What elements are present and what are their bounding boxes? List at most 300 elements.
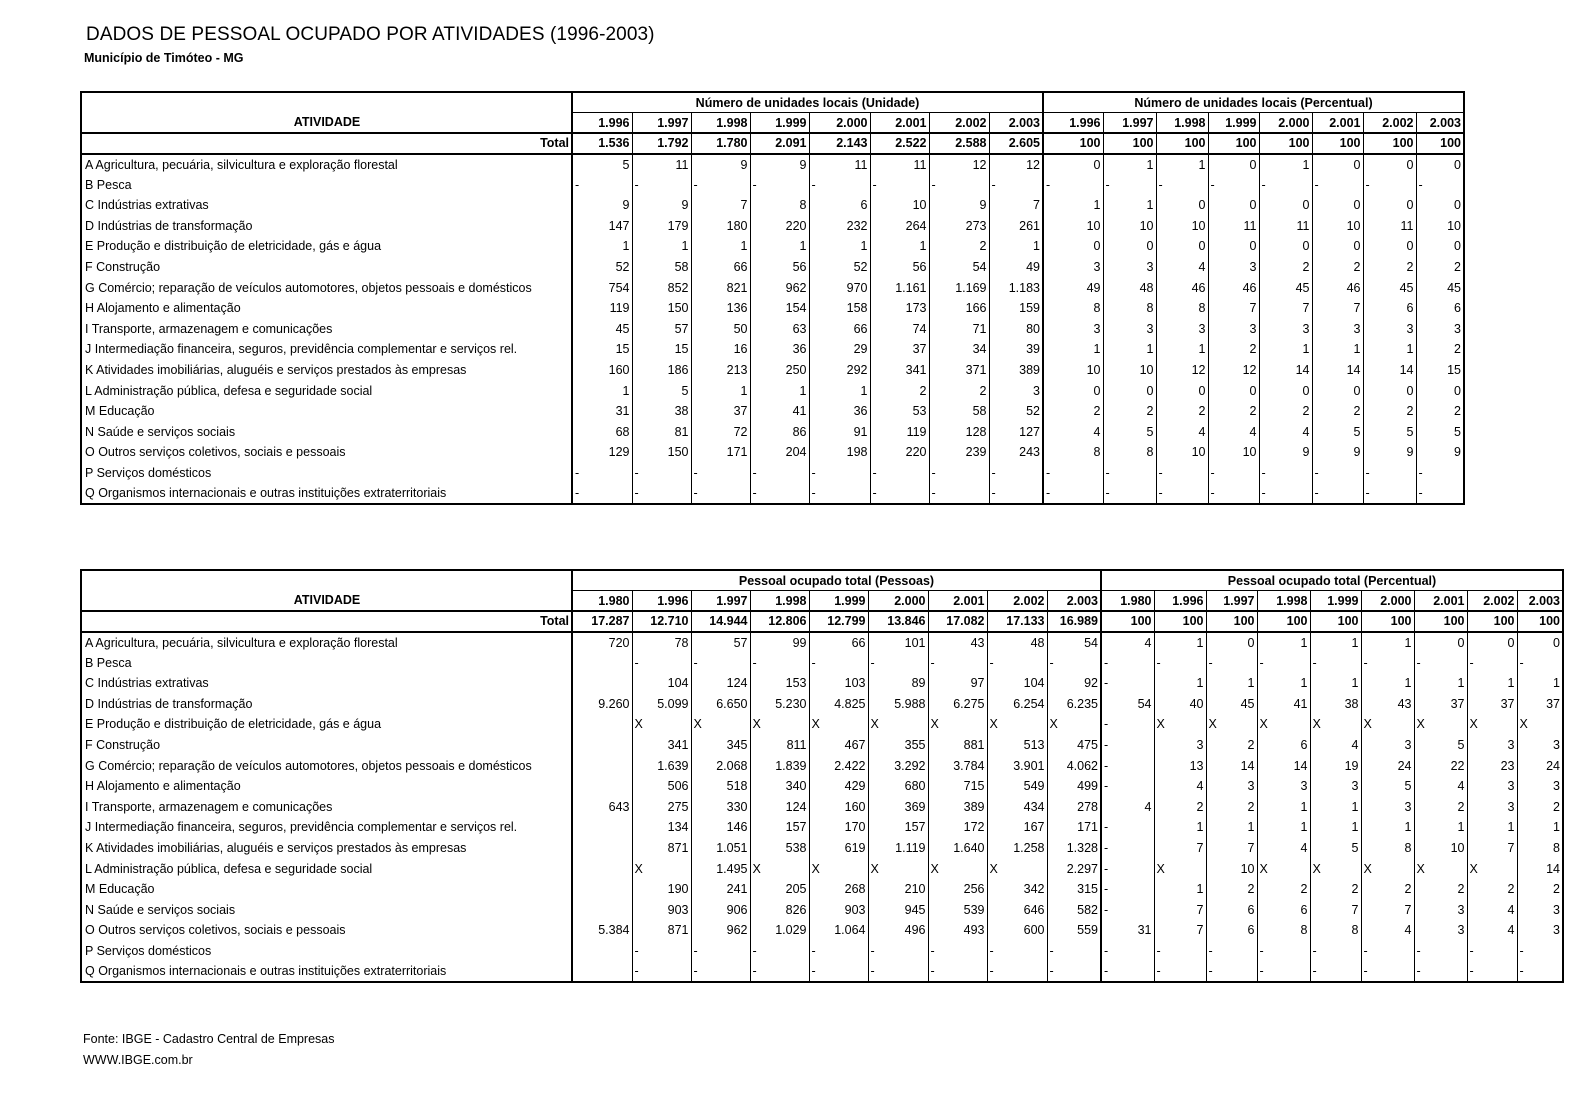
- count-value: -: [750, 174, 809, 195]
- count-value: [572, 941, 632, 962]
- table-row: [81, 920, 1563, 941]
- pct-value: 3: [1416, 319, 1464, 340]
- count-value: -: [750, 652, 809, 673]
- pct-value: 2: [1208, 339, 1259, 360]
- count-value: [572, 776, 632, 797]
- pct-value: -: [1257, 941, 1310, 962]
- count-value: X: [928, 858, 987, 879]
- count-value: -: [868, 941, 928, 962]
- count-value: 12: [989, 154, 1043, 175]
- count-value: 158: [809, 298, 870, 319]
- count-value: -: [928, 941, 987, 962]
- pct-value: 0: [1208, 195, 1259, 216]
- pct-value: 1: [1154, 632, 1206, 653]
- pct-value: 2: [1414, 797, 1467, 818]
- pct-value: -: [1101, 838, 1154, 859]
- pct-value: 54: [1101, 694, 1154, 715]
- pct-value: 46: [1312, 277, 1363, 298]
- pct-value: -: [1310, 652, 1361, 673]
- count-value: 429: [809, 776, 868, 797]
- table-row: [81, 776, 1563, 797]
- count-value: 582: [1047, 900, 1101, 921]
- pct-value: 0: [1416, 236, 1464, 257]
- pct-value: -: [1103, 174, 1156, 195]
- pct-value: -: [1103, 463, 1156, 484]
- count-value: 9: [929, 195, 989, 216]
- count-value: 198: [809, 442, 870, 463]
- count-value: -: [572, 174, 632, 195]
- activity-label: B Pesca: [81, 174, 572, 195]
- count-value: 136: [691, 298, 750, 319]
- pct-value: 2: [1206, 735, 1257, 756]
- count-value: 1.640: [928, 838, 987, 859]
- pct-value: 0: [1208, 236, 1259, 257]
- count-value: 241: [691, 879, 750, 900]
- pct-value: -: [1101, 961, 1154, 982]
- total-pct: 100: [1154, 611, 1206, 632]
- pct-value: 0: [1517, 632, 1563, 653]
- column-header-atividade: ATIVIDADE: [81, 113, 572, 134]
- pct-value: 1: [1206, 673, 1257, 694]
- total-value: 1.792: [632, 133, 691, 154]
- pct-value: 1: [1310, 632, 1361, 653]
- count-value: 9: [572, 195, 632, 216]
- pct-value: 0: [1206, 632, 1257, 653]
- page-title: DADOS DE PESSOAL OCUPADO POR ATIVIDADES (1996-2003): [86, 24, 655, 45]
- pct-value: 1: [1361, 632, 1414, 653]
- count-value: 345: [691, 735, 750, 756]
- count-value: 6.235: [1047, 694, 1101, 715]
- table-row: [81, 339, 1464, 360]
- activity-label: J Intermediação financeira, seguros, previdência complementar e serviços rel.: [81, 817, 572, 838]
- pct-value: -: [1043, 463, 1103, 484]
- count-value: 37: [870, 339, 929, 360]
- pct-value: -: [1312, 463, 1363, 484]
- count-value: -: [870, 174, 929, 195]
- pct-value: 2: [1206, 879, 1257, 900]
- count-value: 78: [632, 632, 691, 653]
- count-value: -: [691, 961, 750, 982]
- pct-value: 37: [1467, 694, 1517, 715]
- count-value: 134: [632, 817, 691, 838]
- count-value: 243: [989, 442, 1043, 463]
- pct-value: 5: [1363, 422, 1416, 443]
- pct-value: -: [1361, 652, 1414, 673]
- pct-value: 1: [1154, 817, 1206, 838]
- pct-value: 0: [1416, 195, 1464, 216]
- count-value: -: [929, 483, 989, 504]
- pct-value: -: [1101, 673, 1154, 694]
- count-value: 811: [750, 735, 809, 756]
- pct-value: -: [1517, 941, 1563, 962]
- count-value: 970: [809, 277, 870, 298]
- activity-label: H Alojamento e alimentação: [81, 776, 572, 797]
- count-value: 1: [750, 380, 809, 401]
- pct-value: 3: [1312, 319, 1363, 340]
- count-value: 38: [632, 401, 691, 422]
- pct-value: -: [1361, 941, 1414, 962]
- pct-value: 2: [1363, 401, 1416, 422]
- count-value: 3.784: [928, 755, 987, 776]
- count-value: 153: [750, 673, 809, 694]
- count-value: 5.230: [750, 694, 809, 715]
- total-pct: 100: [1361, 611, 1414, 632]
- count-value: 239: [929, 442, 989, 463]
- count-value: 157: [750, 817, 809, 838]
- pct-value: 3: [1103, 257, 1156, 278]
- pct-value: 6: [1416, 298, 1464, 319]
- count-value: 101: [868, 632, 928, 653]
- pct-value: 8: [1310, 920, 1361, 941]
- pct-value: 40: [1154, 694, 1206, 715]
- pct-value: -: [1361, 961, 1414, 982]
- count-value: 159: [989, 298, 1043, 319]
- pct-value: -: [1156, 463, 1208, 484]
- pct-value: -: [1154, 652, 1206, 673]
- pct-value: 38: [1310, 694, 1361, 715]
- count-value: 92: [1047, 673, 1101, 694]
- count-value: 643: [572, 797, 632, 818]
- pct-value: 3: [1206, 776, 1257, 797]
- count-value: 99: [750, 632, 809, 653]
- count-value: 475: [1047, 735, 1101, 756]
- count-value: 881: [928, 735, 987, 756]
- pct-value: 2: [1154, 797, 1206, 818]
- pct-value: 2: [1310, 879, 1361, 900]
- count-value: 146: [691, 817, 750, 838]
- count-value: 205: [750, 879, 809, 900]
- count-value: 962: [691, 920, 750, 941]
- count-value: -: [989, 174, 1043, 195]
- count-value: X: [809, 858, 868, 879]
- count-value: -: [929, 463, 989, 484]
- count-value: -: [691, 941, 750, 962]
- pct-value: -: [1257, 652, 1310, 673]
- group-header-right: Número de unidades locais (Percentual): [1043, 92, 1464, 113]
- count-value: 5.988: [868, 694, 928, 715]
- pct-value: 0: [1259, 236, 1312, 257]
- activity-label: D Indústrias de transformação: [81, 694, 572, 715]
- count-value: 3.292: [868, 755, 928, 776]
- pct-value: 4: [1257, 838, 1310, 859]
- count-value: 9: [691, 154, 750, 175]
- count-value: 72: [691, 422, 750, 443]
- table-row: [81, 817, 1563, 838]
- count-value: 167: [987, 817, 1047, 838]
- activity-label: P Serviços domésticos: [81, 941, 572, 962]
- table-pessoal-ocupado: [80, 569, 1564, 983]
- count-value: 104: [987, 673, 1047, 694]
- total-value: 13.846: [868, 611, 928, 632]
- count-value: X: [632, 858, 691, 879]
- pct-value: -: [1103, 483, 1156, 504]
- group-header-left: Número de unidades locais (Unidade): [572, 92, 1043, 113]
- activity-label: P Serviços domésticos: [81, 463, 572, 484]
- total-value: 2.605: [989, 133, 1043, 154]
- pct-value: 1: [1414, 673, 1467, 694]
- count-value: 34: [929, 339, 989, 360]
- pct-value: -: [1208, 174, 1259, 195]
- pct-value: 4: [1259, 422, 1312, 443]
- pct-value: 0: [1363, 236, 1416, 257]
- pct-value: 3: [1517, 735, 1563, 756]
- pct-value: -: [1363, 483, 1416, 504]
- count-value: 53: [870, 401, 929, 422]
- pct-value: 7: [1259, 298, 1312, 319]
- count-value: 10: [870, 195, 929, 216]
- count-value: 646: [987, 900, 1047, 921]
- count-value: 9: [750, 154, 809, 175]
- count-value: X: [632, 714, 691, 735]
- year-header: 1.999: [809, 591, 868, 612]
- pct-value: 24: [1517, 755, 1563, 776]
- count-value: 220: [750, 216, 809, 237]
- pct-value: -: [1312, 174, 1363, 195]
- pct-value: 0: [1312, 195, 1363, 216]
- count-value: -: [989, 463, 1043, 484]
- pct-value: 1: [1517, 817, 1563, 838]
- pct-value: 1: [1467, 817, 1517, 838]
- pct-value: X: [1414, 714, 1467, 735]
- pct-value: 1: [1043, 339, 1103, 360]
- count-value: 66: [691, 257, 750, 278]
- pct-value: 1: [1517, 673, 1563, 694]
- count-value: 720: [572, 632, 632, 653]
- year-header: 1.996: [572, 113, 632, 134]
- pct-value: X: [1154, 714, 1206, 735]
- count-value: 97: [928, 673, 987, 694]
- count-value: 147: [572, 216, 632, 237]
- count-value: 4.825: [809, 694, 868, 715]
- column-header-atividade: ATIVIDADE: [81, 591, 572, 612]
- pct-value: -: [1156, 174, 1208, 195]
- year-header: 2.002: [1467, 591, 1517, 612]
- pct-value: 1: [1361, 817, 1414, 838]
- count-value: 58: [929, 401, 989, 422]
- count-value: 204: [750, 442, 809, 463]
- pct-value: 3: [1363, 319, 1416, 340]
- count-value: 180: [691, 216, 750, 237]
- pct-value: 1: [1103, 339, 1156, 360]
- source-line: Fonte: IBGE - Cadastro Central de Empresas: [83, 1032, 335, 1046]
- pct-value: 8: [1043, 442, 1103, 463]
- pct-value: -: [1101, 755, 1154, 776]
- activity-label: I Transporte, armazenagem e comunicações: [81, 797, 572, 818]
- count-value: -: [632, 941, 691, 962]
- pct-value: -: [1259, 483, 1312, 504]
- count-value: [572, 735, 632, 756]
- pct-value: -: [1208, 463, 1259, 484]
- count-value: 170: [809, 817, 868, 838]
- total-pct: 100: [1310, 611, 1361, 632]
- count-value: 2.297: [1047, 858, 1101, 879]
- pct-value: 4: [1156, 422, 1208, 443]
- activity-label: L Administração pública, defesa e seguridade social: [81, 858, 572, 879]
- group-header-right: Pessoal ocupado total (Percentual): [1101, 570, 1563, 591]
- count-value: 371: [929, 360, 989, 381]
- count-value: 7: [989, 195, 1043, 216]
- count-value: 852: [632, 277, 691, 298]
- count-value: 1.119: [868, 838, 928, 859]
- pct-value: -: [1517, 961, 1563, 982]
- count-value: 179: [632, 216, 691, 237]
- count-value: -: [809, 961, 868, 982]
- count-value: 57: [691, 632, 750, 653]
- total-value: 1.536: [572, 133, 632, 154]
- pct-value: 2: [1208, 401, 1259, 422]
- activity-label: E Produção e distribuição de eletricidade, gás e água: [81, 714, 572, 735]
- year-header: 1.980: [1101, 591, 1154, 612]
- count-value: -: [809, 941, 868, 962]
- total-label: Total: [81, 133, 572, 154]
- pct-value: 2: [1416, 401, 1464, 422]
- pct-value: 10: [1043, 216, 1103, 237]
- pct-value: 3: [1154, 735, 1206, 756]
- count-value: 36: [809, 401, 870, 422]
- count-value: 6.650: [691, 694, 750, 715]
- activity-label: F Construção: [81, 735, 572, 756]
- pct-value: -: [1154, 961, 1206, 982]
- pct-value: 1: [1154, 879, 1206, 900]
- count-value: -: [750, 941, 809, 962]
- count-value: 186: [632, 360, 691, 381]
- pct-value: 4: [1154, 776, 1206, 797]
- table-unidades-locais: [80, 91, 1465, 505]
- pct-value: 1: [1310, 817, 1361, 838]
- count-value: 268: [809, 879, 868, 900]
- count-value: -: [809, 463, 870, 484]
- pct-value: -: [1467, 652, 1517, 673]
- total-pct: 100: [1517, 611, 1563, 632]
- pct-value: 3: [1310, 776, 1361, 797]
- pct-value: 7: [1467, 838, 1517, 859]
- count-value: 871: [632, 838, 691, 859]
- pct-value: 3: [1259, 319, 1312, 340]
- table-row: [81, 673, 1563, 694]
- count-value: 48: [987, 632, 1047, 653]
- table-row: [81, 941, 1563, 962]
- pct-value: -: [1101, 817, 1154, 838]
- pct-value: X: [1310, 714, 1361, 735]
- count-value: 871: [632, 920, 691, 941]
- total-pct: 100: [1043, 133, 1103, 154]
- count-value: 166: [929, 298, 989, 319]
- table-row: [81, 195, 1464, 216]
- pct-value: 4: [1156, 257, 1208, 278]
- count-value: 1: [691, 380, 750, 401]
- pct-value: 1: [1156, 339, 1208, 360]
- count-value: 171: [691, 442, 750, 463]
- table-row: [81, 879, 1563, 900]
- pct-value: 9: [1312, 442, 1363, 463]
- total-value: 1.780: [691, 133, 750, 154]
- year-header: 1.980: [572, 591, 632, 612]
- count-value: -: [868, 961, 928, 982]
- count-value: 52: [809, 257, 870, 278]
- group-header-row: [81, 570, 1563, 591]
- year-header: 2.001: [870, 113, 929, 134]
- pct-value: 7: [1206, 838, 1257, 859]
- count-value: 50: [691, 319, 750, 340]
- activity-label: O Outros serviços coletivos, sociais e pessoais: [81, 442, 572, 463]
- pct-value: 1: [1154, 673, 1206, 694]
- pct-value: X: [1310, 858, 1361, 879]
- pct-value: 0: [1156, 195, 1208, 216]
- count-value: 154: [750, 298, 809, 319]
- count-value: 150: [632, 298, 691, 319]
- table-row: [81, 401, 1464, 422]
- pct-value: 1: [1361, 673, 1414, 694]
- count-value: X: [1047, 714, 1101, 735]
- pct-value: 8: [1156, 298, 1208, 319]
- total-pct: 100: [1312, 133, 1363, 154]
- pct-value: 14: [1206, 755, 1257, 776]
- total-pct: 100: [1467, 611, 1517, 632]
- count-value: 80: [989, 319, 1043, 340]
- pct-value: 0: [1414, 632, 1467, 653]
- pct-value: 4: [1101, 632, 1154, 653]
- pct-value: 46: [1208, 277, 1259, 298]
- pct-value: 1: [1259, 154, 1312, 175]
- pct-value: 0: [1363, 380, 1416, 401]
- pct-value: 10: [1208, 442, 1259, 463]
- pct-value: 4: [1467, 920, 1517, 941]
- total-label: Total: [81, 611, 572, 632]
- year-header: 2.002: [987, 591, 1047, 612]
- count-value: 31: [572, 401, 632, 422]
- pct-value: X: [1257, 858, 1310, 879]
- table-row: [81, 714, 1563, 735]
- pct-value: 19: [1310, 755, 1361, 776]
- count-value: -: [691, 463, 750, 484]
- count-value: 63: [750, 319, 809, 340]
- pct-value: X: [1361, 858, 1414, 879]
- activity-label: F Construção: [81, 257, 572, 278]
- table-row: [81, 755, 1563, 776]
- count-value: [572, 879, 632, 900]
- count-value: 1.169: [929, 277, 989, 298]
- activity-label: M Educação: [81, 401, 572, 422]
- count-value: 45: [572, 319, 632, 340]
- pct-value: 0: [1156, 236, 1208, 257]
- count-value: 369: [868, 797, 928, 818]
- count-value: 56: [870, 257, 929, 278]
- count-value: 190: [632, 879, 691, 900]
- total-value: 2.522: [870, 133, 929, 154]
- pct-value: 15: [1416, 360, 1464, 381]
- group-header-left: Pessoal ocupado total (Pessoas): [572, 570, 1101, 591]
- count-value: 124: [691, 673, 750, 694]
- pct-value: 1: [1363, 339, 1416, 360]
- count-value: 1.639: [632, 755, 691, 776]
- pct-value: 10: [1156, 442, 1208, 463]
- count-value: 119: [870, 422, 929, 443]
- count-value: -: [928, 961, 987, 982]
- count-value: 559: [1047, 920, 1101, 941]
- pct-value: 1: [1043, 195, 1103, 216]
- pct-value: 3: [1414, 900, 1467, 921]
- column-header-blank: [81, 570, 572, 591]
- count-value: 71: [929, 319, 989, 340]
- activity-label: E Produção e distribuição de eletricidade, gás e água: [81, 236, 572, 257]
- pct-value: 5: [1103, 422, 1156, 443]
- count-value: -: [809, 174, 870, 195]
- count-value: 496: [868, 920, 928, 941]
- count-value: 4.062: [1047, 755, 1101, 776]
- pct-value: 1: [1103, 154, 1156, 175]
- pct-value: 4: [1361, 920, 1414, 941]
- total-value: 14.944: [691, 611, 750, 632]
